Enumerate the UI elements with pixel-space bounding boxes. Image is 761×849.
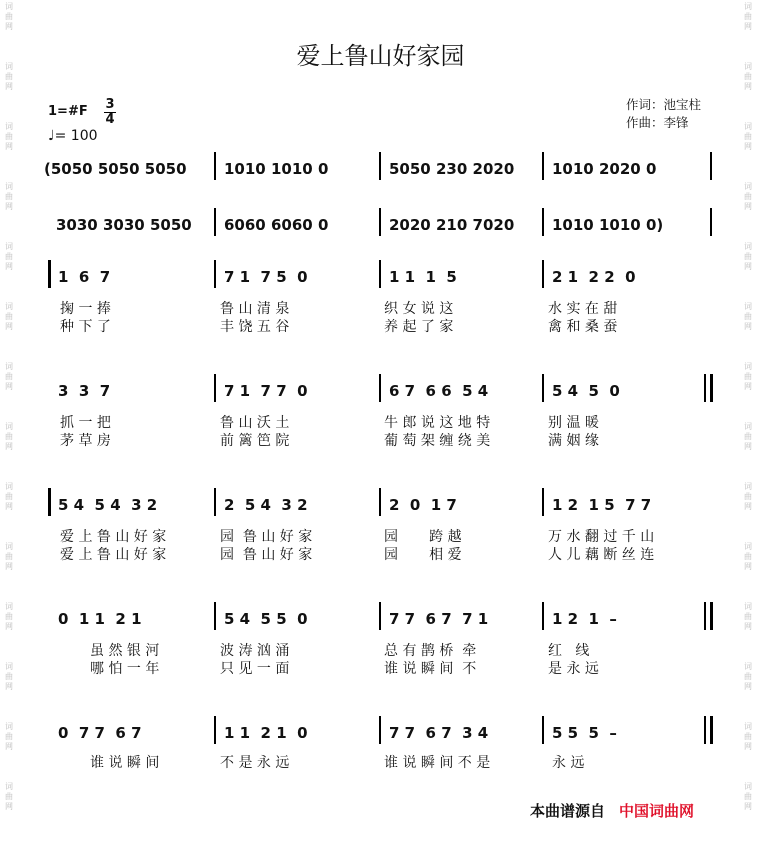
lyric-verse-1: 抓 一 把 <box>60 415 111 431</box>
watermark-text: 词曲网 <box>5 482 13 511</box>
watermark-text: 词曲网 <box>5 242 13 271</box>
repeat-end-barline <box>704 602 706 630</box>
meter-top: 3 <box>105 97 115 112</box>
lyric-verse-2: 只 见 一 面 <box>220 661 290 677</box>
barline <box>379 602 381 630</box>
watermark-text: 词曲网 <box>744 242 752 271</box>
measure-notes: 3030 3030 5050 <box>56 216 192 234</box>
lyric-verse-2: 丰 饶 五 谷 <box>220 319 290 335</box>
watermark-text: 词曲网 <box>5 2 13 31</box>
repeat-start-barline <box>48 260 51 288</box>
lyric-verse-1: 织 女 说 这 <box>384 301 454 317</box>
barline <box>710 152 712 180</box>
lyric-verse-1: 红 线 <box>548 643 590 659</box>
measure-notes: 5 4 5 4 3 2 <box>58 496 158 514</box>
watermark-text: 词曲网 <box>744 182 752 211</box>
watermark-text: 词曲网 <box>5 542 13 571</box>
credits <box>626 96 701 132</box>
measure-notes: 1010 1010 0) <box>552 216 664 234</box>
watermark-right <box>741 0 755 849</box>
watermark-text: 词曲网 <box>5 722 13 751</box>
lyric-verse-1: 园 鲁 山 好 家 <box>220 529 313 545</box>
barline <box>542 602 544 630</box>
barline <box>379 716 381 744</box>
watermark-text: 词曲网 <box>744 482 752 511</box>
lyric-verse-2: 葡 萄 架 缠 绕 美 <box>384 433 491 449</box>
barline <box>214 152 216 180</box>
lyric-verse-1: 永 远 <box>552 755 585 771</box>
barline <box>542 260 544 288</box>
measure-notes: 1 2 1 – <box>552 610 617 628</box>
barline <box>214 260 216 288</box>
repeat-end-barline <box>710 374 713 402</box>
measure-notes: 2 0 1 7 <box>389 496 457 514</box>
barline <box>214 602 216 630</box>
barline <box>214 716 216 744</box>
measure-notes: 0 1 1 2 1 <box>58 610 142 628</box>
measure-notes: 5 4 5 5 0 <box>224 610 308 628</box>
final-barline <box>704 716 706 744</box>
measure-notes: 6 7 6 6 5 4 <box>389 382 489 400</box>
notes-line <box>44 216 724 252</box>
watermark-text: 词曲网 <box>5 602 13 631</box>
lyric-verse-2: 种 下 了 <box>60 319 111 335</box>
measure-notes: 1 1 2 1 0 <box>224 724 308 742</box>
lyric-verse-1: 万 水 翻 过 千 山 <box>548 529 655 545</box>
measure-notes: 1010 2020 0 <box>552 160 657 178</box>
repeat-end-barline <box>704 374 706 402</box>
watermark-text: 词曲网 <box>5 422 13 451</box>
barline <box>214 374 216 402</box>
lyric-verse-2: 人 儿 藕 断 丝 连 <box>548 547 655 563</box>
measure-notes: 7 1 7 7 0 <box>224 382 308 400</box>
lyric-verse-2: 是 永 远 <box>548 661 599 677</box>
barline <box>542 488 544 516</box>
watermark-text: 词曲网 <box>744 2 752 31</box>
watermark-text: 词曲网 <box>744 422 752 451</box>
barline <box>542 208 544 236</box>
lyric-verse-2: 园 鲁 山 好 家 <box>220 547 313 563</box>
lyric-verse-2: 谁 说 瞬 间 不 <box>384 661 477 677</box>
song-title: 爱上鲁山好家园 <box>296 42 465 70</box>
lyric-verse-2: 茅 草 房 <box>60 433 111 449</box>
barline <box>379 208 381 236</box>
notes-line <box>44 160 724 196</box>
measure-notes: 1 6 7 <box>58 268 111 286</box>
watermark-text: 词曲网 <box>744 542 752 571</box>
source-credit <box>530 800 694 821</box>
lyric-verse-1: 别 温 暖 <box>548 415 599 431</box>
watermark-text: 词曲网 <box>744 62 752 91</box>
lyric-verse-1: 谁 说 瞬 间 不 是 <box>384 755 491 771</box>
barline <box>214 488 216 516</box>
measure-notes: 1 1 1 5 <box>389 268 457 286</box>
measure-notes: 7 1 7 5 0 <box>224 268 308 286</box>
time-signature <box>104 98 116 127</box>
meter-bottom: 4 <box>105 112 115 127</box>
measure-notes: 1 2 1 5 7 7 <box>552 496 652 514</box>
measure-notes: 1010 1010 0 <box>224 160 329 178</box>
watermark-text: 词曲网 <box>5 662 13 691</box>
measure-notes: 2020 210 7020 <box>389 216 515 234</box>
watermark-text: 词曲网 <box>744 302 752 331</box>
watermark-text: 词曲网 <box>5 302 13 331</box>
lyric-verse-1: 园 跨 越 <box>384 529 462 545</box>
measure-notes: 5 4 5 0 <box>552 382 620 400</box>
watermark-text: 词曲网 <box>5 182 13 211</box>
final-barline <box>710 716 713 744</box>
barline <box>710 208 712 236</box>
lyric-verse-1: 谁 说 瞬 间 <box>90 755 160 771</box>
measure-notes: (5050 5050 5050 <box>44 160 187 178</box>
lyric-verse-1: 水 实 在 甜 <box>548 301 618 317</box>
composer-credit: 作曲：李锋 <box>626 115 689 130</box>
barline <box>542 716 544 744</box>
lyric-verse-1: 爱 上 鲁 山 好 家 <box>60 529 167 545</box>
watermark-text: 词曲网 <box>744 122 752 151</box>
lyric-verse-1: 鲁 山 沃 土 <box>220 415 290 431</box>
watermark-text: 词曲网 <box>744 602 752 631</box>
watermark-text: 词曲网 <box>5 362 13 391</box>
barline <box>379 152 381 180</box>
barline <box>542 374 544 402</box>
lyricist-credit: 作词：池宝柱 <box>626 97 702 112</box>
watermark-text: 词曲网 <box>5 782 13 811</box>
repeat-end-barline <box>710 602 713 630</box>
lyric-verse-2: 养 起 了 家 <box>384 319 454 335</box>
measure-notes: 5050 230 2020 <box>389 160 515 178</box>
measure-notes: 2 1 2 2 0 <box>552 268 636 286</box>
lyric-verse-1: 总 有 鹊 桥 牵 <box>384 643 477 659</box>
measure-notes: 2 5 4 3 2 <box>224 496 308 514</box>
tempo-marking: ♩= 100 <box>48 128 98 144</box>
lyric-verse-1: 牛 郎 说 这 地 特 <box>384 415 491 431</box>
barline <box>542 152 544 180</box>
lyric-verse-2: 满 姻 缘 <box>548 433 599 449</box>
watermark-text: 词曲网 <box>744 362 752 391</box>
barline <box>379 488 381 516</box>
lyric-verse-2: 园 相 爱 <box>384 547 462 563</box>
watermark-text: 词曲网 <box>744 662 752 691</box>
watermark-text: 词曲网 <box>744 722 752 751</box>
lyric-verse-1: 虽 然 银 河 <box>90 643 160 659</box>
watermark-text: 词曲网 <box>5 122 13 151</box>
barline <box>379 260 381 288</box>
key-signature: 1=#F <box>48 104 88 119</box>
lyric-verse-2: 前 篱 笆 院 <box>220 433 290 449</box>
lyric-verse-1: 不 是 永 远 <box>220 755 290 771</box>
measure-notes: 5 5 5 – <box>552 724 617 742</box>
lyric-verse-1: 波 涛 汹 涌 <box>220 643 290 659</box>
measure-notes: 3 3 7 <box>58 382 111 400</box>
lyric-verse-2: 哪 怕 一 年 <box>90 661 160 677</box>
barline <box>214 208 216 236</box>
measure-notes: 0 7 7 6 7 <box>58 724 142 742</box>
measure-notes: 7 7 6 7 3 4 <box>389 724 489 742</box>
measure-notes: 6060 6060 0 <box>224 216 329 234</box>
watermark-text: 词曲网 <box>744 782 752 811</box>
lyric-verse-2: 爱 上 鲁 山 好 家 <box>60 547 167 563</box>
source-site-link[interactable]: 中国词曲网 <box>619 802 695 820</box>
barline <box>379 374 381 402</box>
lyric-verse-1: 鲁 山 清 泉 <box>220 301 290 317</box>
measure-notes: 7 7 6 7 7 1 <box>389 610 489 628</box>
repeat-start-barline <box>48 488 51 516</box>
watermark-text: 词曲网 <box>5 62 13 91</box>
watermark-left <box>2 0 16 849</box>
lyric-verse-1: 掬 一 捧 <box>60 301 111 317</box>
lyric-verse-2: 禽 和 桑 蚕 <box>548 319 618 335</box>
source-label: 本曲谱源自 <box>530 802 606 820</box>
